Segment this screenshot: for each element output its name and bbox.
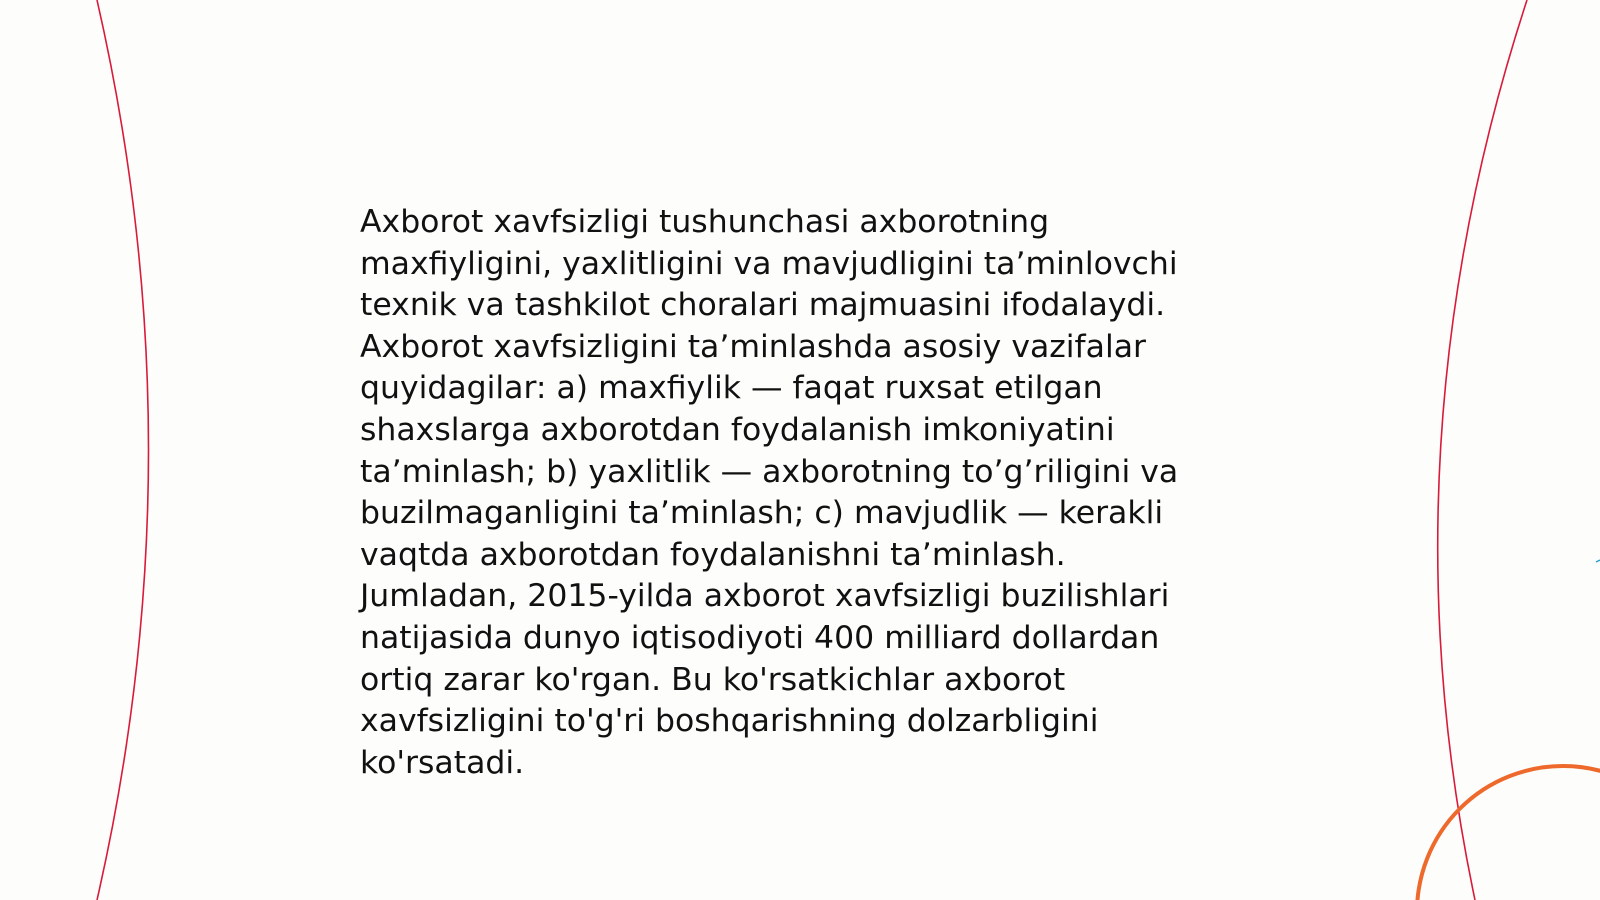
small-accent-mark <box>1596 560 1600 562</box>
corner-circle <box>1417 766 1600 900</box>
slide-body-text: Axborot xavfsizligi tushunchasi axborotning maxfiyligini, yaxlitligini va mavjudligini ta’minlovchi texnik va tashkilot choralari majmuasini ifodalaydi. Axborot xavfsizligini ta’minlashda asosiy vazifalar quyidagilar: a) maxfiylik — faqat ruxsat etilgan shaxslarga axborotdan foydalanish imkoniyatini ta’minlash; b) yaxlitlik — axborotning to’g’riligini va buzilmaganligini ta’minlash; c) mavjudlik — kerakli vaqtda axborotdan foydalanishni ta’minlash. Jumladan, 2015-yilda axborot xavfsizligi buzilishlari natijasida dunyo iqtisodiyoti 400 milliard dollardan ortiq zarar ko'rgan. Bu ko'rsatkichlar axborot xavfsizligini to'g'ri boshqarishning dolzarbligini ko'rsatadi. <box>360 204 1179 781</box>
right-curve-line <box>1438 0 1527 900</box>
left-curve-line <box>97 0 149 900</box>
